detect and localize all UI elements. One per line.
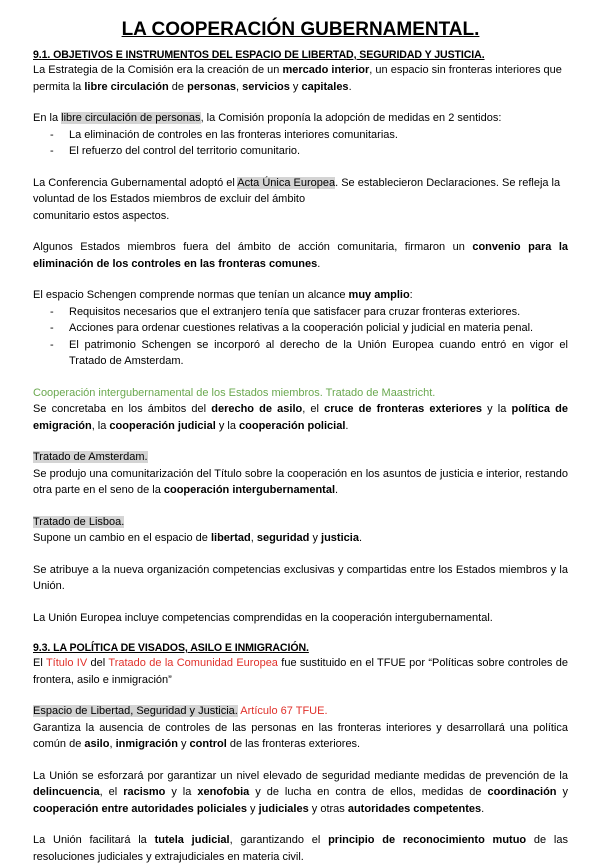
paragraph-maastricht: Se concretaba en los ámbitos del derecho de asilo, el cruce de fronteras exteriores y la política de emigración, la cooperación judicial y la cooperación policial. [33,403,568,432]
list-item: - La eliminación de controles en las fronteras interiores comunitarias. [33,127,568,144]
highlight-libre-circulacion: libre circulación de personas [61,112,201,124]
amsterdam-heading: Tratado de Amsterdam. [33,451,148,463]
paragraph-garantiza: Garantiza la ausencia de controles de las personas en las fronteras interiores y desarrollará una política común de asilo, inmigración y control de las fronteras exteriores. [33,721,568,750]
espacio-heading: Espacio de Libertad, Seguridad y Justicia. Artículo 67 TFUE. [33,705,328,717]
section-9-1-heading: 9.1. OBJETIVOS E INSTRUMENTOS DEL ESPACIO DE LIBERTAD, SEGURIDAD Y JUSTICIA. [33,49,485,61]
maastricht-heading: Cooperación intergubernamental de los Estados miembros. Tratado de Maastricht. [33,386,436,399]
lisboa-heading: Tratado de Lisboa. [33,515,125,528]
paragraph-competencias: Se atribuye a la nueva organización competencias exclusivas y compartidas entre los Estados miembros y la Unión. [33,563,568,592]
list-item: - Requisitos necesarios que el extranjero tenía que satisfacer para cruzar fronteras exteriores. [33,304,568,321]
paragraph-libre-circulacion: En la libre circulación de personas, la Comisión proponía la adopción de medidas en 2 sentidos: [33,112,502,124]
paragraph-seguridad: La Unión se esforzará por garantizar un nivel elevado de seguridad mediante medidas de prevención de la delincuencia, el racismo y la xenofobia y de lucha en contra de ellos, medidas de coordinación y cooperación entre autoridades policiales y judiciales y otras autoridades competentes. [33,769,568,815]
measures-list [33,127,568,160]
list-item: - El patrimonio Schengen se incorporó al derecho de la Unión Europea cuando entró en vigor el Tratado de Amsterdam. [33,337,568,370]
page-title: LA COOPERACIÓN GUBERNAMENTAL. [121,19,480,40]
paragraph-tutela: La Unión facilitará la tutela judicial, garantizando el principio de reconocimiento mutuo de las resoluciones judiciales y extrajudiciales en materia civil. [33,834,568,863]
schengen-list [33,304,568,370]
paragraph-ue-competencias: La Unión Europea incluye competencias comprendidas en la cooperación intergubernamental. [33,611,493,624]
paragraph-convenio: Algunos Estados miembros fuera del ámbito de acción comunitaria, firmaron un convenio para la eliminación de los controles en las fronteras comunes. [33,241,568,270]
paragraph-conferencia: La Conferencia Gubernamental adoptó el Acta Única Europea. Se establecieron Declaraciones. Se refleja la voluntad de los Estados miembros de excluir del ámbito comunitario estos aspectos. [33,176,561,222]
highlight-acta-unica: Acta Única Europea [237,176,336,189]
paragraph-titulo-iv: El Título IV del Tratado de la Comunidad Europea fue sustituido en el TFUE por “Políticas sobre controles de frontera, asilo e inmigración” [33,657,569,686]
paragraph-amsterdam: Se produjo una comunitarización del Título sobre la cooperación en los asuntos de justicia e interior, restando otra parte en el seno de la cooperación intergubernamental. [33,467,568,496]
paragraph-lisboa: Supone un cambio en el espacio de libertad, seguridad y justicia. [33,532,362,544]
section-9-3-heading: 9.3. LA POLÍTICA DE VISADOS, ASILO E INMIGRACIÓN. [33,642,309,654]
list-item: - El refuerzo del control del territorio comunitario. [33,143,568,160]
list-item: - Acciones para ordenar cuestiones relativas a la cooperación policial y judicial en materia penal. [33,320,568,337]
paragraph-schengen: El espacio Schengen comprende normas que tenían un alcance muy amplio: [33,289,413,301]
paragraph-estrategia: La Estrategia de la Comisión era la creación de un mercado interior, un espacio sin fronteras interiores que permita la libre circulación de personas, servicios y capitales. [33,64,562,93]
